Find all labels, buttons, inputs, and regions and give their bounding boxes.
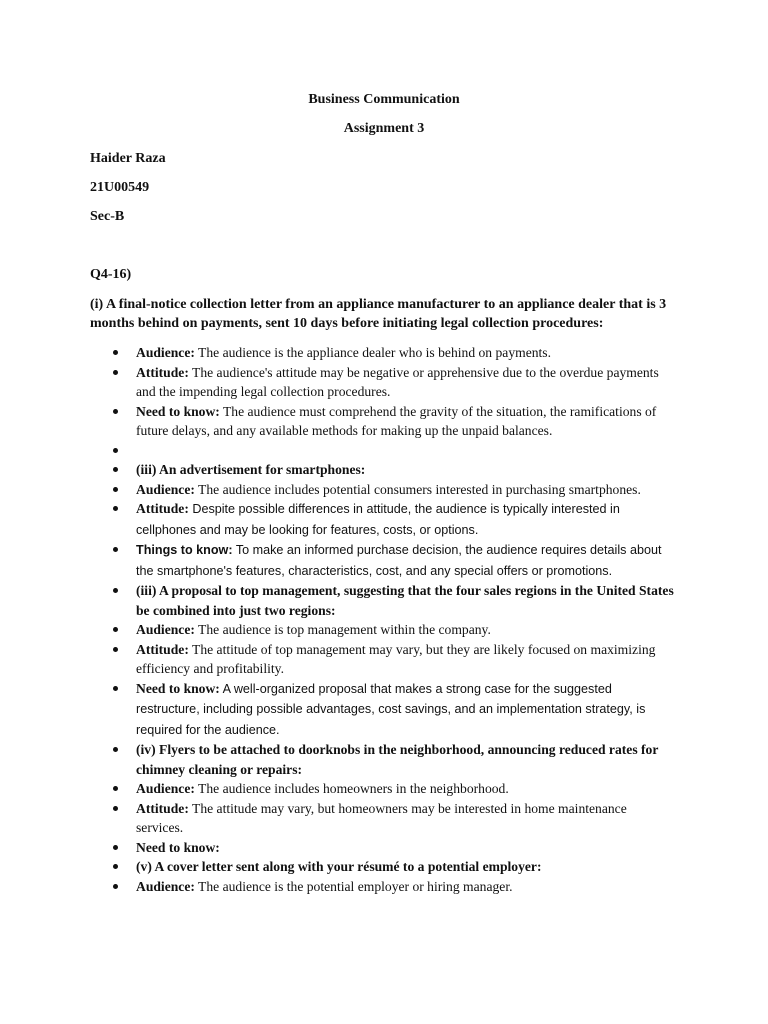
item-text: The audience includes potential consumers interested in purchasing smartphones. (194, 481, 641, 497)
list-item-empty (0, 441, 676, 461)
list-item (0, 838, 676, 858)
list-item (0, 740, 676, 779)
item-text: The audience is top management within the company. (194, 622, 491, 637)
section-heading: (iii) An advertisement for smartphones: (136, 462, 366, 477)
item-text: The audience includes homeowners in the neighborhood. (194, 781, 509, 796)
item-label: Audience: (136, 345, 195, 360)
list-item (0, 540, 676, 581)
list-item (0, 402, 676, 441)
list-item (0, 363, 676, 402)
item-label: Audience: (136, 781, 195, 796)
item-label: Attitude: (136, 800, 189, 816)
student-id: 21U00549 (90, 180, 150, 195)
item-text: The audience must comprehend the gravity of the situation, the ramifications of future delays, and any available methods for making up the unpaid balances. (136, 403, 657, 438)
item-label: Need to know: (136, 839, 220, 855)
item-label: Things to know: (136, 543, 233, 557)
item-text: The audience's attitude may be negative or apprehensive due to the overdue payments and the impending legal collection procedures. (136, 364, 659, 399)
item-text: The attitude of top management may vary, but they are likely focused on maximizing efficiency and profitability. (136, 641, 656, 676)
item-text: Despite possible differences in attitude, the audience is typically interested in cellphones and may be looking for features, costs, or options. (136, 502, 620, 537)
answer-list (0, 343, 768, 896)
section-heading: (iv) Flyers to be attached to doorknobs in the neighborhood, announcing reduced rates for chimney cleaning or repairs: (136, 742, 659, 777)
course-title: Business Communication (308, 92, 460, 107)
item-text: The audience is the potential employer or hiring manager. (194, 878, 513, 894)
list-item (0, 581, 676, 620)
section-heading: (v) A cover letter sent along with your résumé to a potential employer: (136, 859, 542, 874)
item-text: The audience is the appliance dealer who is behind on payments. (194, 345, 551, 360)
student-name: Haider Raza (90, 151, 166, 166)
list-item (0, 640, 676, 679)
list-item (0, 480, 676, 500)
item-text: A well-organized proposal that makes a strong case for the suggested restructure, including possible advantages, cost savings, and an implementation strategy, is required for the audience. (136, 681, 646, 737)
item-label: Audience: (136, 481, 195, 497)
question-label: Q4-16) (90, 267, 132, 282)
assignment-title: Assignment 3 (343, 121, 425, 136)
list-item (0, 679, 676, 741)
list-item (0, 779, 676, 799)
item-text: The attitude may vary, but homeowners may be interested in home maintenance services. (136, 800, 627, 835)
item-label: Need to know: (136, 680, 220, 696)
section-heading: (iii) A proposal to top management, suggesting that the four sales regions in the United States be combined into just two regions: (136, 583, 674, 618)
section: Sec-B (90, 209, 125, 224)
list-item (0, 499, 676, 540)
item-label: Audience: (136, 622, 195, 637)
list-item (0, 460, 676, 480)
question-intro: (i) A final-notice collection letter from an appliance manufacturer to an appliance dealer that is 3 months behind on payments, sent 10 days before initiating legal collection procedures: (90, 297, 667, 331)
item-label: Attitude: (136, 364, 189, 380)
list-item (0, 877, 676, 897)
item-label: Attitude: (136, 641, 189, 657)
list-item (0, 857, 676, 877)
item-label: Audience: (136, 878, 195, 894)
item-text: To make an informed purchase decision, the audience requires details about the smartphone's features, characteristics, cost, and any special offers or promotions. (136, 543, 662, 578)
item-label: Need to know: (136, 403, 220, 419)
list-item (0, 620, 676, 640)
list-item (0, 343, 676, 363)
list-item (0, 799, 676, 838)
item-label: Attitude: (136, 501, 189, 516)
